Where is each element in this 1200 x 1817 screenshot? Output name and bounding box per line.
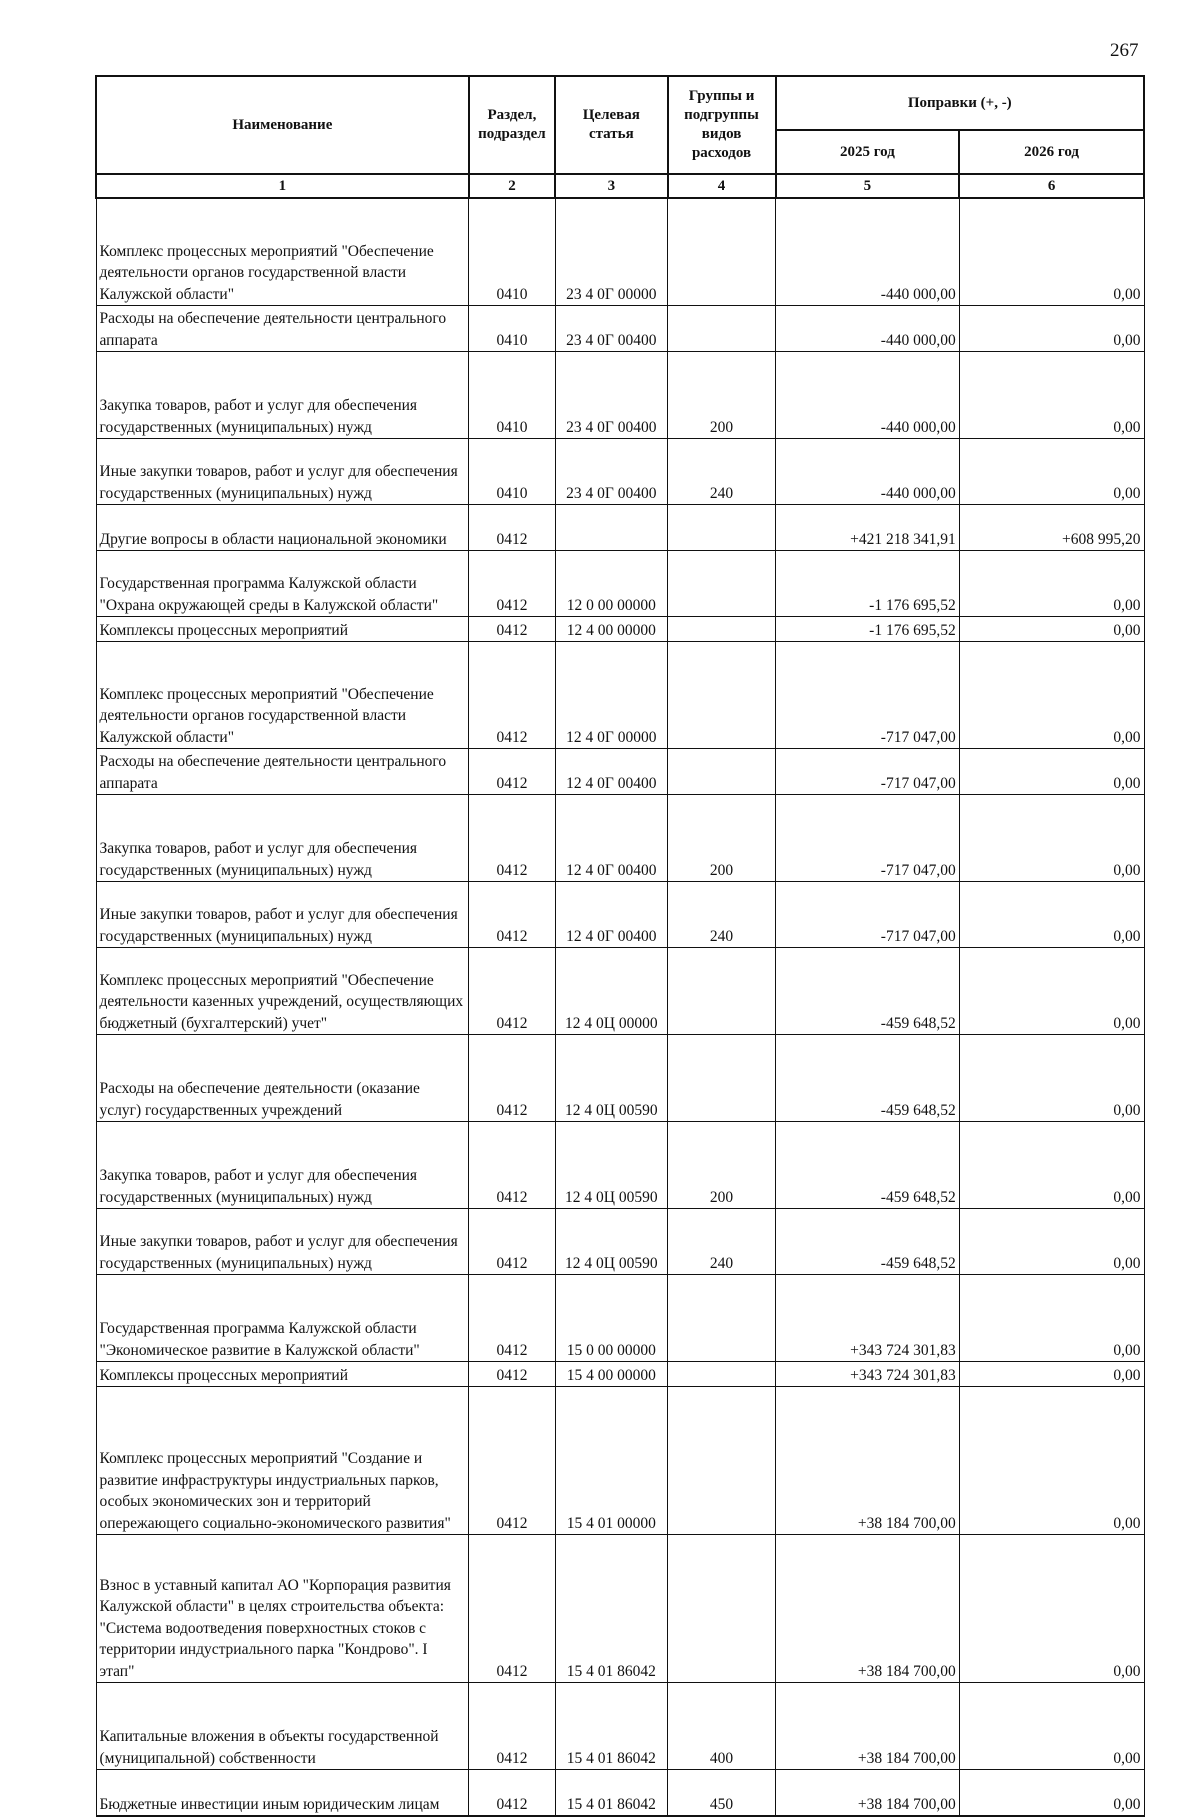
row-name-cell: Комплекс процессных мероприятий "Обеспечение деятельности органов государственной власти Калужской области"	[96, 642, 469, 749]
row-article-cell: 12 4 0Ц 00590	[555, 1209, 667, 1275]
table-row	[96, 1770, 1144, 1817]
row-name-cell: Бюджетные инвестиции иным юридическим лицам	[96, 1770, 469, 1817]
row-2026-cell: 0,00	[959, 1122, 1144, 1209]
row-section-cell: 0412	[469, 1275, 555, 1362]
row-section-cell: 0410	[469, 352, 555, 439]
row-section-cell: 0412	[469, 882, 555, 948]
row-section-cell: 0412	[469, 1683, 555, 1770]
row-group-cell: 200	[668, 1122, 776, 1209]
column-number: 6	[959, 174, 1144, 198]
column-number: 5	[776, 174, 960, 198]
row-section-cell: 0412	[469, 749, 555, 795]
row-2025-cell: +343 724 301,83	[776, 1362, 960, 1387]
header-amendments: Поправки (+, -)	[776, 76, 1144, 130]
table-row	[96, 198, 1144, 306]
table-row	[96, 306, 1144, 352]
row-article-cell: 12 4 0Ц 00590	[555, 1035, 667, 1122]
row-name-cell: Комплексы процессных мероприятий	[96, 1362, 469, 1387]
table-row	[96, 617, 1144, 642]
row-group-cell	[668, 306, 776, 352]
table-row	[96, 1275, 1144, 1362]
row-group-cell	[668, 1275, 776, 1362]
row-2026-cell: 0,00	[959, 1209, 1144, 1275]
header-article: Целевая статья	[555, 76, 667, 174]
table-row	[96, 1035, 1144, 1122]
row-group-cell	[668, 1035, 776, 1122]
row-group-cell: 200	[668, 352, 776, 439]
row-2026-cell: 0,00	[959, 948, 1144, 1035]
row-article-cell: 12 4 0Г 00400	[555, 795, 667, 882]
row-name-cell: Комплекс процессных мероприятий "Обеспечение деятельности органов государственной власти Калужской области"	[96, 198, 469, 306]
row-group-cell: 450	[668, 1770, 776, 1817]
row-group-cell	[668, 948, 776, 1035]
row-article-cell: 15 4 00 00000	[555, 1362, 667, 1387]
row-name-cell: Комплекс процессных мероприятий "Создание и развитие инфраструктуры индустриальных парков, особых экономических зон и территорий опережающего социально-экономического развития"	[96, 1387, 469, 1535]
row-group-cell	[668, 617, 776, 642]
row-name-cell: Иные закупки товаров, работ и услуг для обеспечения государственных (муниципальных) нужд	[96, 882, 469, 948]
table-row	[96, 1122, 1144, 1209]
row-2025-cell: +38 184 700,00	[776, 1535, 960, 1683]
row-2025-cell: +343 724 301,83	[776, 1275, 960, 1362]
row-article-cell: 15 4 01 86042	[555, 1770, 667, 1817]
row-section-cell: 0412	[469, 617, 555, 642]
row-article-cell: 12 4 0Ц 00000	[555, 948, 667, 1035]
row-2026-cell: 0,00	[959, 352, 1144, 439]
row-group-cell	[668, 198, 776, 306]
row-name-cell: Расходы на обеспечение деятельности центрального аппарата	[96, 306, 469, 352]
row-name-cell: Расходы на обеспечение деятельности (оказание услуг) государственных учреждений	[96, 1035, 469, 1122]
row-article-cell: 15 4 01 00000	[555, 1387, 667, 1535]
row-2026-cell: 0,00	[959, 1275, 1144, 1362]
header-year-2025: 2025 год	[776, 130, 960, 174]
row-2025-cell: -717 047,00	[776, 642, 960, 749]
row-name-cell: Закупка товаров, работ и услуг для обеспечения государственных (муниципальных) нужд	[96, 352, 469, 439]
row-2026-cell: 0,00	[959, 617, 1144, 642]
row-article-cell: 23 4 0Г 00400	[555, 352, 667, 439]
row-section-cell: 0412	[469, 1535, 555, 1683]
row-name-cell: Взнос в уставный капитал АО "Корпорация развития Калужской области" в целях строительства объекта: "Система водоотведения поверхностных стоков с территории индустриального парка "Кондрово". I этап"	[96, 1535, 469, 1683]
row-2025-cell: +38 184 700,00	[776, 1387, 960, 1535]
table-row	[96, 1362, 1144, 1387]
row-name-cell: Государственная программа Калужской области "Экономическое развитие в Калужской области"	[96, 1275, 469, 1362]
column-number: 1	[96, 174, 469, 198]
row-group-cell: 240	[668, 1209, 776, 1275]
row-name-cell: Закупка товаров, работ и услуг для обеспечения государственных (муниципальных) нужд	[96, 1122, 469, 1209]
row-group-cell	[668, 642, 776, 749]
table-row	[96, 795, 1144, 882]
table-row	[96, 551, 1144, 617]
row-name-cell: Государственная программа Калужской области "Охрана окружающей среды в Калужской области"	[96, 551, 469, 617]
row-article-cell: 12 4 0Г 00400	[555, 882, 667, 948]
row-article-cell: 23 4 0Г 00400	[555, 306, 667, 352]
column-number: 2	[469, 174, 555, 198]
budget-amendments-table	[95, 75, 1145, 1817]
row-2025-cell: +421 218 341,91	[776, 505, 960, 551]
table-row	[96, 439, 1144, 505]
row-2026-cell: 0,00	[959, 306, 1144, 352]
row-article-cell: 15 0 00 00000	[555, 1275, 667, 1362]
row-article-cell: 12 0 00 00000	[555, 551, 667, 617]
row-2026-cell: 0,00	[959, 642, 1144, 749]
row-section-cell: 0412	[469, 505, 555, 551]
row-2025-cell: -1 176 695,52	[776, 617, 960, 642]
row-article-cell: 23 4 0Г 00400	[555, 439, 667, 505]
row-section-cell: 0412	[469, 1770, 555, 1817]
row-section-cell: 0412	[469, 1035, 555, 1122]
table-row	[96, 642, 1144, 749]
row-2025-cell: -440 000,00	[776, 198, 960, 306]
header-name: Наименование	[96, 76, 469, 174]
table-row	[96, 505, 1144, 551]
row-section-cell: 0412	[469, 1387, 555, 1535]
row-article-cell: 15 4 01 86042	[555, 1683, 667, 1770]
row-section-cell: 0410	[469, 198, 555, 306]
table-row	[96, 352, 1144, 439]
header-section: Раздел, подраздел	[469, 76, 555, 174]
column-number: 3	[555, 174, 667, 198]
row-name-cell: Расходы на обеспечение деятельности центрального аппарата	[96, 749, 469, 795]
row-name-cell: Комплекс процессных мероприятий "Обеспечение деятельности казенных учреждений, осуществляющих бюджетный (бухгалтерский) учет"	[96, 948, 469, 1035]
row-2026-cell: 0,00	[959, 1683, 1144, 1770]
row-article-cell: 12 4 0Ц 00590	[555, 1122, 667, 1209]
row-article-cell: 12 4 00 00000	[555, 617, 667, 642]
row-section-cell: 0412	[469, 795, 555, 882]
row-section-cell: 0412	[469, 948, 555, 1035]
row-section-cell: 0412	[469, 1362, 555, 1387]
header-groups: Группы и подгруппы видов расходов	[668, 76, 776, 174]
row-section-cell: 0412	[469, 1209, 555, 1275]
row-2025-cell: +38 184 700,00	[776, 1683, 960, 1770]
table-row	[96, 1683, 1144, 1770]
table-row	[96, 749, 1144, 795]
page-number: 267	[1110, 40, 1139, 61]
table-row	[96, 1535, 1144, 1683]
row-article-cell: 12 4 0Г 00000	[555, 642, 667, 749]
table-body	[96, 198, 1144, 1816]
row-name-cell: Закупка товаров, работ и услуг для обеспечения государственных (муниципальных) нужд	[96, 795, 469, 882]
row-name-cell: Другие вопросы в области национальной экономики	[96, 505, 469, 551]
row-section-cell: 0410	[469, 306, 555, 352]
row-2025-cell: -1 176 695,52	[776, 551, 960, 617]
row-article-cell: 23 4 0Г 00000	[555, 198, 667, 306]
row-group-cell: 240	[668, 439, 776, 505]
row-group-cell	[668, 1535, 776, 1683]
row-2025-cell: -717 047,00	[776, 749, 960, 795]
row-2025-cell: -440 000,00	[776, 306, 960, 352]
row-2026-cell: 0,00	[959, 795, 1144, 882]
row-group-cell	[668, 551, 776, 617]
row-2026-cell: 0,00	[959, 551, 1144, 617]
row-group-cell	[668, 505, 776, 551]
row-article-cell: 12 4 0Г 00400	[555, 749, 667, 795]
table-row	[96, 1387, 1144, 1535]
row-article-cell: 15 4 01 86042	[555, 1535, 667, 1683]
row-2026-cell: 0,00	[959, 439, 1144, 505]
row-2025-cell: -459 648,52	[776, 1122, 960, 1209]
row-2026-cell: 0,00	[959, 1362, 1144, 1387]
column-number: 4	[668, 174, 776, 198]
row-name-cell: Иные закупки товаров, работ и услуг для обеспечения государственных (муниципальных) нужд	[96, 1209, 469, 1275]
row-2026-cell: 0,00	[959, 1770, 1144, 1817]
row-2026-cell: +608 995,20	[959, 505, 1144, 551]
row-name-cell: Капитальные вложения в объекты государственной (муниципальной) собственности	[96, 1683, 469, 1770]
row-2026-cell: 0,00	[959, 1387, 1144, 1535]
header-year-2026: 2026 год	[959, 130, 1144, 174]
row-2025-cell: -459 648,52	[776, 1209, 960, 1275]
table-row	[96, 948, 1144, 1035]
table-row	[96, 882, 1144, 948]
row-2025-cell: -440 000,00	[776, 439, 960, 505]
row-group-cell: 400	[668, 1683, 776, 1770]
row-2025-cell: -459 648,52	[776, 1035, 960, 1122]
row-2026-cell: 0,00	[959, 882, 1144, 948]
row-section-cell: 0412	[469, 1122, 555, 1209]
row-section-cell: 0412	[469, 642, 555, 749]
row-2025-cell: -440 000,00	[776, 352, 960, 439]
row-name-cell: Иные закупки товаров, работ и услуг для обеспечения государственных (муниципальных) нужд	[96, 439, 469, 505]
row-2026-cell: 0,00	[959, 749, 1144, 795]
row-2026-cell: 0,00	[959, 1035, 1144, 1122]
row-group-cell: 240	[668, 882, 776, 948]
row-group-cell	[668, 1362, 776, 1387]
table-row	[96, 1209, 1144, 1275]
row-group-cell	[668, 1387, 776, 1535]
row-2025-cell: -459 648,52	[776, 948, 960, 1035]
row-article-cell	[555, 505, 667, 551]
row-section-cell: 0412	[469, 551, 555, 617]
row-name-cell: Комплексы процессных мероприятий	[96, 617, 469, 642]
row-group-cell: 200	[668, 795, 776, 882]
row-section-cell: 0410	[469, 439, 555, 505]
row-2025-cell: -717 047,00	[776, 795, 960, 882]
row-2025-cell: +38 184 700,00	[776, 1770, 960, 1817]
row-2025-cell: -717 047,00	[776, 882, 960, 948]
row-2026-cell: 0,00	[959, 198, 1144, 306]
row-2026-cell: 0,00	[959, 1535, 1144, 1683]
row-group-cell	[668, 749, 776, 795]
